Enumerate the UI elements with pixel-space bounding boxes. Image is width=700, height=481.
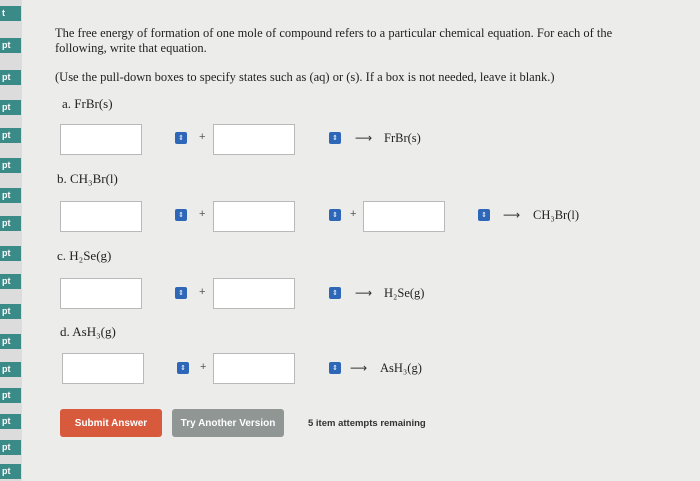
points-tag[interactable]: pt [0, 246, 21, 261]
plus-sign: + [200, 361, 207, 373]
points-tag[interactable]: pt [0, 158, 21, 173]
plus-sign: + [199, 131, 206, 143]
reactant-2-input[interactable] [213, 353, 295, 384]
reactant-3-input[interactable] [363, 201, 445, 232]
updown-chevron-icon[interactable]: ⇕ [177, 362, 189, 374]
part-d-label: d. AsH₃(g) [60, 324, 116, 339]
updown-chevron-icon[interactable]: ⇕ [329, 132, 341, 144]
part-a-label: a. FrBr(s) [62, 96, 113, 111]
product-label: FrBr(s) [384, 131, 421, 145]
updown-chevron-icon[interactable]: ⇕ [175, 132, 187, 144]
submit-answer-button[interactable]: Submit Answer [60, 409, 162, 437]
reaction-arrow: ⟶ [355, 131, 373, 145]
attempts-remaining: 5 item attempts remaining [308, 418, 426, 429]
points-tag[interactable]: pt [0, 362, 21, 377]
points-tag[interactable]: t [0, 6, 21, 21]
reactant-1-input[interactable] [60, 278, 142, 309]
reactant-2-input[interactable] [213, 278, 295, 309]
points-tag[interactable]: pt [0, 38, 21, 53]
points-tag[interactable]: pt [0, 464, 21, 479]
updown-chevron-icon[interactable]: ⇕ [329, 287, 341, 299]
updown-chevron-icon[interactable]: ⇕ [175, 287, 187, 299]
points-tag[interactable]: pt [0, 100, 21, 115]
reactant-2-input[interactable] [213, 201, 295, 232]
points-tag[interactable]: pt [0, 70, 21, 85]
updown-chevron-icon[interactable]: ⇕ [329, 362, 341, 374]
points-tag[interactable]: pt [0, 440, 21, 455]
updown-chevron-icon[interactable]: ⇕ [329, 209, 341, 221]
reaction-arrow: ⟶ [355, 286, 373, 300]
points-tag[interactable]: pt [0, 216, 21, 231]
plus-sign: + [199, 208, 206, 220]
reactant-1-input[interactable] [62, 353, 144, 384]
reactant-1-input[interactable] [60, 201, 142, 232]
product-label: H₂Se(g) [384, 286, 425, 300]
points-tag[interactable]: pt [0, 388, 21, 403]
part-b-label: b. CH₃Br(l) [57, 171, 118, 186]
points-tag[interactable]: pt [0, 188, 21, 203]
product-label: AsH₃(g) [380, 361, 422, 375]
plus-sign: + [350, 208, 357, 220]
product-label: CH₃Br(l) [533, 208, 580, 222]
part-c-label: c. H₂Se(g) [57, 248, 112, 263]
sidebar [0, 0, 22, 481]
points-tag[interactable]: pt [0, 334, 21, 349]
plus-sign: + [199, 286, 206, 298]
points-tag[interactable]: pt [0, 414, 21, 429]
updown-chevron-icon[interactable]: ⇕ [478, 209, 490, 221]
reaction-arrow: ⟶ [503, 208, 521, 222]
points-tag[interactable]: pt [0, 274, 21, 289]
points-tag[interactable]: pt [0, 304, 21, 319]
points-tag[interactable]: pt [0, 128, 21, 143]
updown-chevron-icon[interactable]: ⇕ [175, 209, 187, 221]
question-intro: The free energy of formation of one mole of compound refers to a particular chemical equation. For each of the following, write that equation. [55, 26, 613, 55]
question-instruction: (Use the pull-down boxes to specify states such as (aq) or (s). If a box is not needed, leave it blank.) [55, 70, 555, 84]
reactant-2-input[interactable] [213, 124, 295, 155]
reactant-1-input[interactable] [60, 124, 142, 155]
try-another-version-button[interactable]: Try Another Version [172, 409, 284, 437]
reaction-arrow: ⟶ [350, 361, 368, 375]
